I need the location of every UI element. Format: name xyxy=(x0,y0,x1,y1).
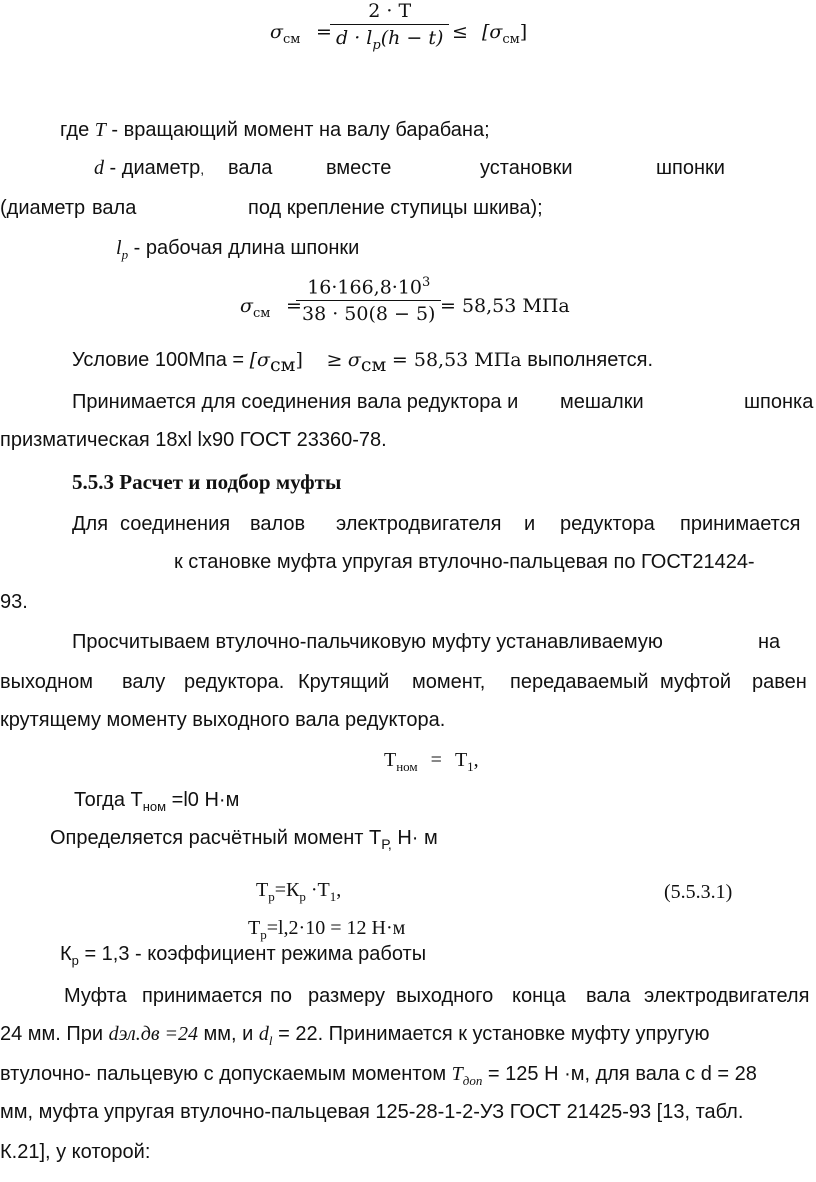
defines-line: Определяется расчётный момент $Т_{Р,}$ Н· м xyxy=(50,827,438,852)
kp-line: $К_р = 1,3$ - коэффициент режима работы xyxy=(60,943,427,968)
final-line5: К.21], у которой: xyxy=(0,1141,151,1163)
section-heading: 5.5.3 Расчет и подбор муфты xyxy=(72,470,342,494)
denominator: 38 · 50(8 − 5) xyxy=(302,303,436,326)
sigma-symbol: $\sigma_{см}$ xyxy=(240,295,271,321)
formula-design-torque-value: $Т_р=l,2\cdot 10 = 12$ Н·м xyxy=(248,917,406,942)
where-lp-line: $l_p$ - рабочая длина шпонки xyxy=(116,237,360,262)
fraction xyxy=(330,0,449,57)
final-line3: втулочно- пальцевую с допускаемым моментом $T_{доп} = 125$ Н ·м, для вала с d = 28 xyxy=(0,1063,757,1088)
fraction xyxy=(296,272,441,325)
allowed-stress: $[\sigma_{см}]$ xyxy=(482,21,528,47)
formula-design-torque: $Т_р=К_р \cdot Т_1$, xyxy=(256,879,342,904)
tnom-equation: $Т_{ном} = Т_1$, xyxy=(384,749,479,774)
final-line2: 24 мм. При dэл.дв =24 мм, и $d_l = 22$. Принимается к установке муфту упругую xyxy=(0,1023,710,1048)
coupling-line2: к становке муфта упругая втулочно-пальцевая по ГОСТ21424- xyxy=(174,551,755,573)
coupling-line3: 93. xyxy=(0,591,28,613)
then-line: Тогда $Т_{ном} =l0$ Н·м xyxy=(74,789,240,814)
equation-number: (5.5.3.1) xyxy=(664,881,733,903)
equals-sign: = xyxy=(316,21,332,43)
le-sign: ≤ xyxy=(452,21,468,43)
numerator: $16\cdot 166,8\cdot 10^3$ xyxy=(307,275,431,299)
denominator: $d \cdot l_p(h - t)$ xyxy=(336,27,444,53)
condition-line: Условие $100Мпа = [\sigma_{см}] \ge \sigma_{см} = 58,53$ МПа выполняется. xyxy=(72,349,654,376)
sigma-symbol: $\sigma_{см}$ xyxy=(270,21,301,47)
numerator: 2 · T xyxy=(368,0,412,22)
final-line4: мм, муфта упругая втулочно-пальцевая 125-28-1-2-УЗ ГОСТ 21425-93 [13, табл. xyxy=(0,1101,744,1123)
result: = 58,53 МПа xyxy=(440,295,570,317)
calc-line3: крутящему моменту выходного вала редуктора. xyxy=(0,709,446,731)
where-T-line: где T - вращающий момент на валу барабана; xyxy=(60,119,490,141)
key-line2: призматическая 18xl lx90 ГОСТ 23360-78. xyxy=(0,429,387,451)
equals-sign: = xyxy=(286,295,302,317)
